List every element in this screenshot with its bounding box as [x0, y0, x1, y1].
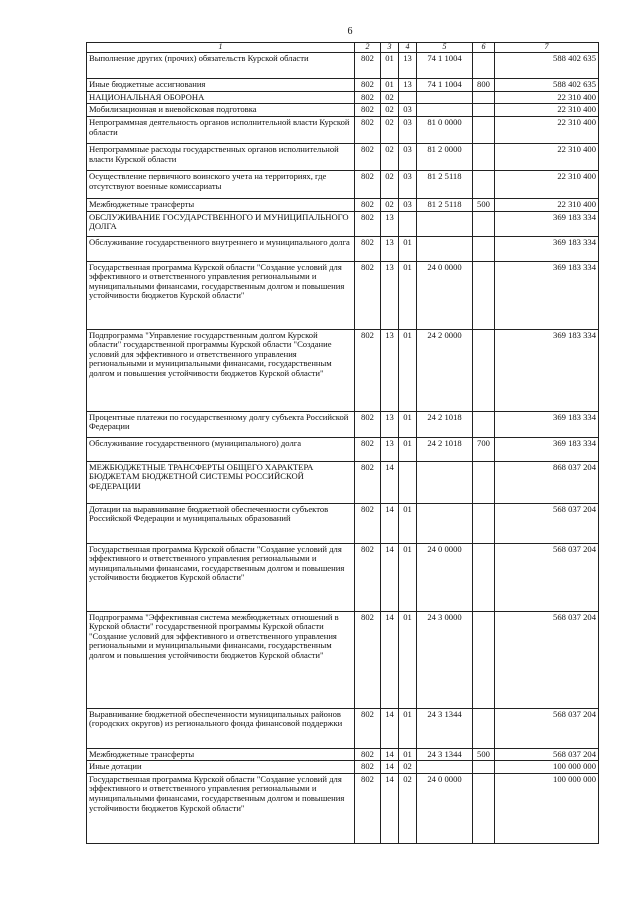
ministry-code-cell: 802: [355, 91, 381, 104]
ministry-code-cell: 802: [355, 543, 381, 611]
target-article-cell: [417, 91, 473, 104]
amount-cell: 588 402 635: [495, 53, 599, 79]
section-code-cell: 01: [381, 79, 399, 92]
expense-type-cell: [473, 503, 495, 543]
amount-cell: 369 183 334: [495, 437, 599, 461]
amount-cell: 22 310 400: [495, 91, 599, 104]
section-code-cell: 13: [381, 437, 399, 461]
subsection-code-cell: 01: [399, 329, 417, 411]
subsection-code-cell: 01: [399, 611, 417, 708]
ministry-code-cell: 802: [355, 437, 381, 461]
target-article-cell: 24 2 1018: [417, 437, 473, 461]
row-name-cell: Государственная программа Курской области "Создание условий для эффективного и ответственного управления региональными и муниципальными финансами, государственным долгом и повышения устойчивости бюджетов Курской области": [87, 261, 355, 329]
row-name-cell: Подпрограмма "Управление государственным долгом Курской области" государственной программы Курской области "Создание условий для эффективного и ответственного управления региональными и муниципальными финансами, государственным долгом и повышения устойчивости бюджетов Курской области": [87, 329, 355, 411]
target-article-cell: 24 3 1344: [417, 708, 473, 748]
amount-cell: 568 037 204: [495, 611, 599, 708]
table-row: [87, 53, 599, 79]
expense-type-cell: [473, 236, 495, 261]
target-article-cell: [417, 236, 473, 261]
table-body: [87, 53, 599, 844]
subsection-code-cell: 02: [399, 761, 417, 774]
section-code-cell: 14: [381, 761, 399, 774]
table-row: [87, 198, 599, 211]
section-code-cell: 13: [381, 329, 399, 411]
target-article-cell: [417, 211, 473, 236]
row-name-cell: Государственная программа Курской области "Создание условий для эффективного и ответственного управления региональными и муниципальными финансами, государственным долгом и повышения устойчивости бюджетов Курской области": [87, 773, 355, 843]
ministry-code-cell: 802: [355, 503, 381, 543]
section-code-cell: 13: [381, 261, 399, 329]
expense-type-cell: 800: [473, 79, 495, 92]
target-article-cell: 81 2 5118: [417, 170, 473, 198]
column-header: 2: [355, 43, 381, 53]
amount-cell: 22 310 400: [495, 198, 599, 211]
expense-type-cell: [473, 611, 495, 708]
section-code-cell: 02: [381, 170, 399, 198]
expense-type-cell: [473, 411, 495, 437]
column-header: 4: [399, 43, 417, 53]
expense-type-cell: [473, 708, 495, 748]
target-article-cell: [417, 503, 473, 543]
table-row: [87, 236, 599, 261]
table-row: [87, 329, 599, 411]
target-article-cell: [417, 104, 473, 117]
table-row: [87, 503, 599, 543]
subsection-code-cell: 13: [399, 79, 417, 92]
section-code-cell: 02: [381, 104, 399, 117]
target-article-cell: 24 0 0000: [417, 261, 473, 329]
row-name-cell: МЕЖБЮДЖЕТНЫЕ ТРАНСФЕРТЫ ОБЩЕГО ХАРАКТЕРА БЮДЖЕТАМ БЮДЖЕТНОЙ СИСТЕМЫ РОССИЙСКОЙ ФЕДЕРАЦИИ: [87, 461, 355, 503]
table-row: [87, 116, 599, 143]
row-name-cell: ОБСЛУЖИВАНИЕ ГОСУДАРСТВЕННОГО И МУНИЦИПАЛЬНОГО ДОЛГА: [87, 211, 355, 236]
subsection-code-cell: 02: [399, 773, 417, 843]
expense-type-cell: [473, 761, 495, 774]
subsection-code-cell: 01: [399, 437, 417, 461]
row-name-cell: Обслуживание государственного (муниципального) долга: [87, 437, 355, 461]
expense-type-cell: [473, 543, 495, 611]
amount-cell: 568 037 204: [495, 748, 599, 761]
subsection-code-cell: 01: [399, 748, 417, 761]
ministry-code-cell: 802: [355, 748, 381, 761]
row-name-cell: Процентные платежи по государственному долгу субъекта Российской Федерации: [87, 411, 355, 437]
target-article-cell: 24 2 1018: [417, 411, 473, 437]
ministry-code-cell: 802: [355, 211, 381, 236]
section-code-cell: 13: [381, 211, 399, 236]
target-article-cell: 24 3 1344: [417, 748, 473, 761]
expense-type-cell: 500: [473, 748, 495, 761]
section-code-cell: 14: [381, 461, 399, 503]
expense-type-cell: [473, 53, 495, 79]
column-header: 5: [417, 43, 473, 53]
expense-type-cell: [473, 104, 495, 117]
table-row: [87, 91, 599, 104]
table-row: [87, 211, 599, 236]
amount-cell: 369 183 334: [495, 261, 599, 329]
expense-type-cell: 500: [473, 198, 495, 211]
amount-cell: 22 310 400: [495, 104, 599, 117]
table-row: [87, 170, 599, 198]
target-article-cell: 24 3 0000: [417, 611, 473, 708]
target-article-cell: 74 1 1004: [417, 79, 473, 92]
row-name-cell: НАЦИОНАЛЬНАЯ ОБОРОНА: [87, 91, 355, 104]
column-header: 7: [495, 43, 599, 53]
subsection-code-cell: 03: [399, 170, 417, 198]
ministry-code-cell: 802: [355, 53, 381, 79]
subsection-code-cell: 03: [399, 104, 417, 117]
row-name-cell: Иные дотации: [87, 761, 355, 774]
ministry-code-cell: 802: [355, 329, 381, 411]
amount-cell: 568 037 204: [495, 503, 599, 543]
expense-type-cell: [473, 261, 495, 329]
amount-cell: 369 183 334: [495, 211, 599, 236]
subsection-code-cell: 01: [399, 411, 417, 437]
section-code-cell: 02: [381, 198, 399, 211]
amount-cell: 100 000 000: [495, 761, 599, 774]
table-row: [87, 543, 599, 611]
ministry-code-cell: 802: [355, 198, 381, 211]
expense-type-cell: [473, 116, 495, 143]
subsection-code-cell: 03: [399, 143, 417, 170]
table-row: [87, 437, 599, 461]
target-article-cell: 81 0 0000: [417, 116, 473, 143]
table-header-row: [87, 43, 599, 53]
expense-type-cell: [473, 170, 495, 198]
target-article-cell: 81 2 0000: [417, 143, 473, 170]
section-code-cell: 14: [381, 543, 399, 611]
ministry-code-cell: 802: [355, 79, 381, 92]
amount-cell: 22 310 400: [495, 170, 599, 198]
section-code-cell: 13: [381, 411, 399, 437]
row-name-cell: Иные бюджетные ассигнования: [87, 79, 355, 92]
subsection-code-cell: 03: [399, 198, 417, 211]
ministry-code-cell: 802: [355, 411, 381, 437]
column-header: 3: [381, 43, 399, 53]
expense-type-cell: [473, 91, 495, 104]
target-article-cell: 74 1 1004: [417, 53, 473, 79]
subsection-code-cell: 01: [399, 503, 417, 543]
amount-cell: 369 183 334: [495, 329, 599, 411]
ministry-code-cell: 802: [355, 236, 381, 261]
column-header: 1: [87, 43, 355, 53]
subsection-code-cell: 13: [399, 53, 417, 79]
table-row: [87, 104, 599, 117]
table-row: [87, 748, 599, 761]
target-article-cell: [417, 461, 473, 503]
amount-cell: 588 402 635: [495, 79, 599, 92]
section-code-cell: 02: [381, 143, 399, 170]
table-row: [87, 611, 599, 708]
expense-type-cell: 700: [473, 437, 495, 461]
amount-cell: 22 310 400: [495, 143, 599, 170]
row-name-cell: Осуществление первичного воинского учета на территориях, где отсутствуют военные комиссариаты: [87, 170, 355, 198]
subsection-code-cell: 01: [399, 261, 417, 329]
table-row: [87, 708, 599, 748]
row-name-cell: Межбюджетные трансферты: [87, 198, 355, 211]
amount-cell: 568 037 204: [495, 708, 599, 748]
ministry-code-cell: 802: [355, 170, 381, 198]
table-row: [87, 411, 599, 437]
subsection-code-cell: 01: [399, 543, 417, 611]
expense-type-cell: [473, 329, 495, 411]
ministry-code-cell: 802: [355, 143, 381, 170]
table-row: [87, 461, 599, 503]
target-article-cell: 24 0 0000: [417, 543, 473, 611]
section-code-cell: 02: [381, 91, 399, 104]
expense-type-cell: [473, 143, 495, 170]
row-name-cell: Непрограммные расходы государственных органов исполнительной власти Курской области: [87, 143, 355, 170]
amount-cell: 568 037 204: [495, 543, 599, 611]
table-row: [87, 79, 599, 92]
target-article-cell: 24 0 0000: [417, 773, 473, 843]
section-code-cell: 13: [381, 236, 399, 261]
subsection-code-cell: 03: [399, 116, 417, 143]
expense-type-cell: [473, 773, 495, 843]
section-code-cell: 14: [381, 708, 399, 748]
row-name-cell: Дотации на выравнивание бюджетной обеспеченности субъектов Российской Федерации и муниципальных образований: [87, 503, 355, 543]
section-code-cell: 02: [381, 116, 399, 143]
expense-type-cell: [473, 211, 495, 236]
row-name-cell: Подпрограмма "Эффективная система межбюджетных отношений в Курской области" государственной программы Курской области "Создание условий для эффективного и ответственного управления региональными и муниципальными финансами, государственным долгом и повышения устойчивости бюджетов Курской области": [87, 611, 355, 708]
subsection-code-cell: [399, 211, 417, 236]
table-row: [87, 761, 599, 774]
row-name-cell: Выравнивание бюджетной обеспеченности муниципальных районов (городских округов) из регионального фонда финансовой поддержки: [87, 708, 355, 748]
ministry-code-cell: 802: [355, 708, 381, 748]
target-article-cell: 81 2 5118: [417, 198, 473, 211]
row-name-cell: Государственная программа Курской области "Создание условий для эффективного и ответственного управления региональными и муниципальными финансами, государственным долгом и повышения устойчивости бюджетов Курской области": [87, 543, 355, 611]
expense-type-cell: [473, 461, 495, 503]
ministry-code-cell: 802: [355, 461, 381, 503]
subsection-code-cell: 01: [399, 236, 417, 261]
subsection-code-cell: [399, 91, 417, 104]
row-name-cell: Непрограммная деятельность органов исполнительной власти Курской области: [87, 116, 355, 143]
table-row: [87, 261, 599, 329]
column-header: 6: [473, 43, 495, 53]
row-name-cell: Межбюджетные трансферты: [87, 748, 355, 761]
section-code-cell: 14: [381, 503, 399, 543]
ministry-code-cell: 802: [355, 773, 381, 843]
subsection-code-cell: [399, 461, 417, 503]
amount-cell: 369 183 334: [495, 411, 599, 437]
section-code-cell: 01: [381, 53, 399, 79]
ministry-code-cell: 802: [355, 104, 381, 117]
amount-cell: 22 310 400: [495, 116, 599, 143]
row-name-cell: Выполнение других (прочих) обязательств Курской области: [87, 53, 355, 79]
table-row: [87, 143, 599, 170]
section-code-cell: 14: [381, 748, 399, 761]
budget-table: [86, 42, 599, 844]
target-article-cell: [417, 761, 473, 774]
amount-cell: 100 000 000: [495, 773, 599, 843]
ministry-code-cell: 802: [355, 261, 381, 329]
row-name-cell: Обслуживание государственного внутреннего и муниципального долга: [87, 236, 355, 261]
section-code-cell: 14: [381, 773, 399, 843]
ministry-code-cell: 802: [355, 116, 381, 143]
amount-cell: 369 183 334: [495, 236, 599, 261]
target-article-cell: 24 2 0000: [417, 329, 473, 411]
row-name-cell: Мобилизационная и вневойсковая подготовка: [87, 104, 355, 117]
page-number: 6: [347, 26, 353, 37]
ministry-code-cell: 802: [355, 761, 381, 774]
amount-cell: 868 037 204: [495, 461, 599, 503]
ministry-code-cell: 802: [355, 611, 381, 708]
subsection-code-cell: 01: [399, 708, 417, 748]
section-code-cell: 14: [381, 611, 399, 708]
table-row: [87, 773, 599, 843]
